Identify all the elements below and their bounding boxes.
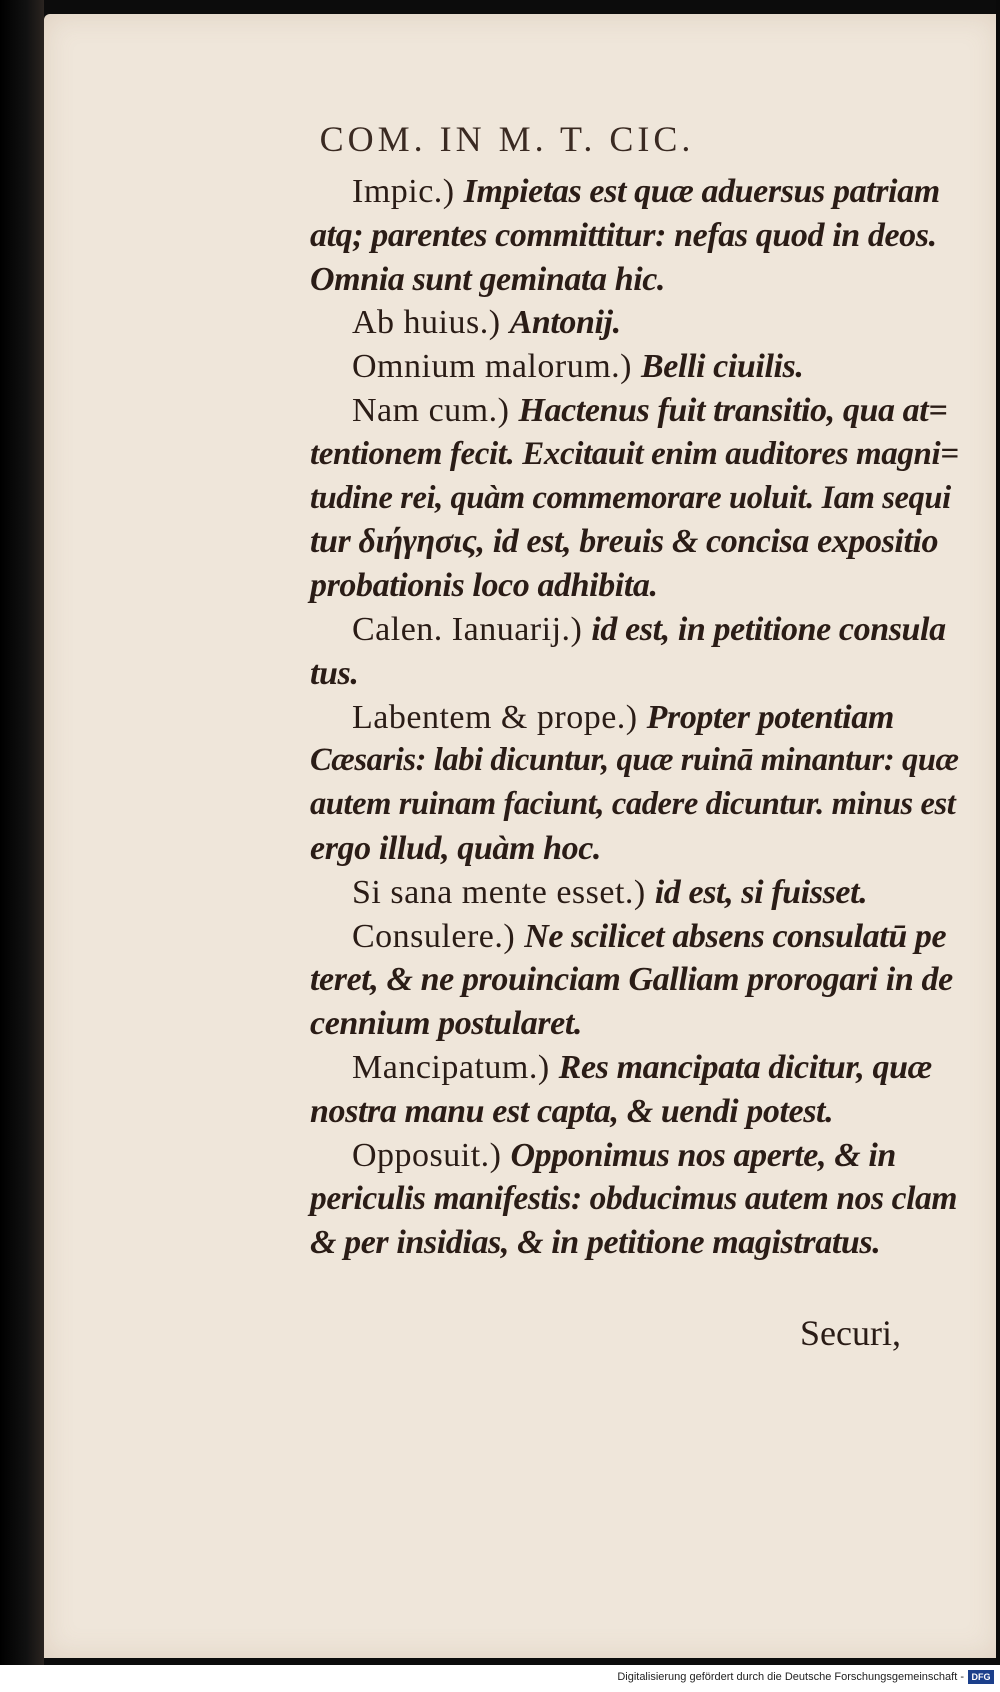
scan-right-edge [996,0,1000,1660]
gloss: probationis loco adhibita. [310,567,658,605]
lemma: Opposuit.) [352,1136,511,1174]
gloss: tudine rei, quàm commemorare uoluit. Iam sequi [310,479,951,516]
gloss: nostra manu est capta, & uendi potest. [310,1092,834,1130]
text-line [310,608,960,652]
text-line [310,1134,960,1178]
text-line [310,652,960,696]
dfg-logo-icon: DFG [968,1670,994,1684]
lemma: Mancipatum.) [352,1048,559,1086]
gloss: Cæsaris: labi dicuntur, quæ ruinā minantur: quæ [310,742,959,779]
text-line [310,1221,960,1265]
digitization-credit: Digitalisierung gefördert durch die Deutsche Forschungsgemeinschaft - [617,1671,964,1683]
gloss: Impietas est quæ aduersus patriam [463,173,940,210]
text-line [310,1177,960,1221]
gloss: periculis manifestis: obducimus autem nos clam [310,1180,958,1218]
text-line [310,958,960,1002]
gloss: id est, in petitione consula [591,610,946,648]
text-line [310,1002,960,1046]
text-line [310,520,960,564]
text-line [310,783,960,827]
text-line [310,915,960,959]
text-line [310,214,960,258]
text-line [310,345,960,389]
text-line [310,477,960,521]
catchword: Securi, [800,1313,901,1353]
lemma: Omnium malorum.) [352,348,641,386]
gloss: tentionem fecit. Excitauit enim auditores magni= [310,435,959,472]
gloss: Omnia sunt geminata hic. [310,260,666,298]
text-line [310,1090,960,1134]
text-line [310,389,960,433]
lemma: Consulere.) [352,917,525,955]
gloss: atq; parentes committitur: nefas quod in deos. [310,216,937,254]
gloss: Opponimus nos aperte, & in [510,1136,896,1174]
gloss: tus. [310,654,359,692]
lemma: Impic.) [352,173,464,210]
gloss: Ne scilicet absens consulatū pe [524,917,947,955]
gloss: tur διήγησις, id est, breuis & concisa expositio [310,523,939,561]
text-line [310,739,960,783]
lemma: Labentem & prope.) [352,698,647,736]
gloss: Belli ciuilis. [640,348,804,386]
lemma: Si sana mente esset.) [352,873,655,911]
text-line [310,696,960,740]
text-line [310,433,960,477]
running-header: COM. IN M. T. CIC. [319,119,695,159]
gloss: cennium postularet. [310,1005,583,1043]
gloss: Antonij. [509,304,621,342]
text-line [310,564,960,608]
gloss: autem ruinam faciunt, cadere dicuntur. minus est [310,786,956,823]
text-line [310,871,960,915]
gloss: ergo illud, quàm hoc. [310,829,602,867]
text-line [310,827,960,871]
gloss: teret, & ne prouinciam Galliam prorogari in de [310,961,953,999]
lemma: Nam cum.) [352,391,519,429]
text-line [310,301,960,345]
gloss: Propter potentiam [646,698,894,736]
commentary-text [310,170,960,1265]
text-line [310,1046,960,1090]
text-line [310,170,960,214]
scan-left-margin [0,0,44,1692]
gloss: Res mancipata dicitur, quæ [558,1048,932,1086]
lemma: Calen. Ianuarij.) [352,610,592,648]
text-line [310,258,960,302]
lemma: Ab huius.) [352,304,510,342]
gloss: id est, si fuisset. [654,873,868,911]
gloss: & per insidias, & in petitione magistratus. [310,1224,881,1262]
gloss: Hactenus fuit transitio, qua at= [518,391,948,429]
